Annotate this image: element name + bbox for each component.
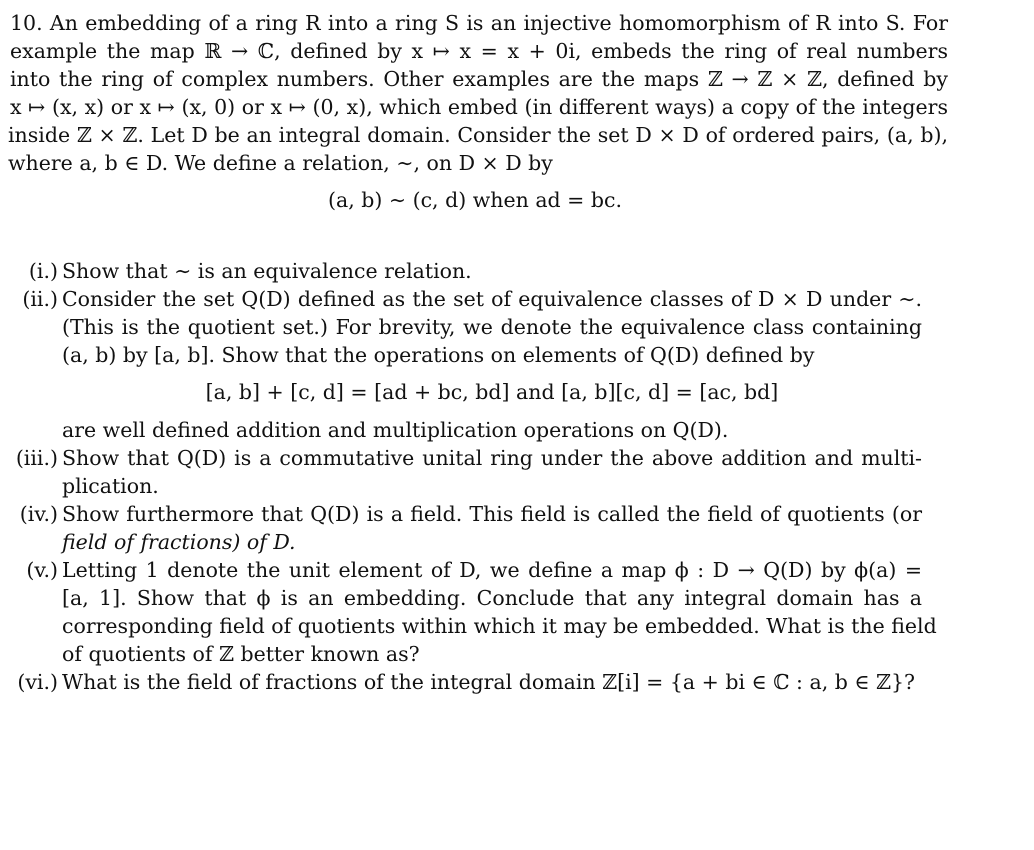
part-text: Consider the set Q(D) defined as the set of equivalence classes of D × D under ∼.	[62, 287, 922, 311]
part-text: What is the field of fractions of the integral domain ℤ[i] = {a + bi ∈ ℂ : a, b ∈ ℤ}?	[62, 670, 916, 694]
part-label: (i.)	[28, 259, 58, 283]
part-label: (vi.)	[17, 670, 58, 694]
part-text: Show that ∼ is an equivalence relation.	[62, 259, 472, 283]
problem-line: where a, b ∈ D. We define a relation, ∼, on D × D by	[8, 151, 553, 175]
problem-line: 10. An embedding of a ring R into a ring S is an injective homomorphism of R into S. For	[10, 11, 948, 35]
part-label: (iv.)	[19, 502, 58, 526]
problem-page: 10. An embedding of a ring R into a ring S is an injective homomorphism of R into S. For example the map ℝ → ℂ, defined by x ↦ x = x + 0i, embeds the ring of real numbers into the ring of complex numbers. Other examples are the maps ℤ → ℤ × ℤ, defined by x ↦ (x, x) or x ↦ (x, 0) or x ↦ (0, x), which embed (in different ways) a copy of the integers inside ℤ × ℤ. Let D be an integral domain. Consider the set D × D of ordered pairs, (a, b), where a, b ∈ D. We define a relation, ∼, on D × D by (a, b) ∼ (c, d) when ad = bc. (i.) Show that ∼ is an equivalence relation. (ii.) Consider the set Q(D) defined as the set of equivalence classes of D × D under ∼. (This is the quotient set.) For brevity, we denote the equivalence class containing (a, b) by [a, b]. Show that the operations on elements of Q(D) defined by [a, b] + [c, d] = [ad + bc, bd] and [a, b][c, d] = [ac, bd] are well defined addition and multiplication operations on Q(D). (iii.) Show that Q(D) is a commutative unital ring under the above addition and multi- plication. (iv.) Show furthermore that Q(D) is a field. This field is called the field of quotients (or field of fractions) of D. (v.) Letting 1 denote the unit element of D, we define a map ϕ : D → Q(D) by ϕ(a) = [a, 1]. Show that ϕ is an embedding. Conclude that any integral domain has a corresponding field of quotients within which it may be embedded. What is the field of quotients of ℤ better known as? (vi.) What is the field of fractions of the integral domain ℤ[i] = {a + bi ∈ ℂ : a, b ∈ ℤ}?	[0, 0, 1034, 850]
operations-display: [a, b] + [c, d] = [ad + bc, bd] and [a, b][c, d] = [ac, bd]	[205, 380, 779, 404]
relation-display: (a, b) ∼ (c, d) when ad = bc.	[327, 188, 622, 212]
part-label: (ii.)	[22, 287, 58, 311]
problem-line: x ↦ (x, x) or x ↦ (x, 0) or x ↦ (0, x), which embed (in different ways) a copy of the integers	[10, 95, 948, 119]
problem-line: inside ℤ × ℤ. Let D be an integral domain. Consider the set D × D of ordered pairs, (a, b),	[8, 123, 948, 147]
part-label: (iii.)	[15, 446, 58, 470]
part-text: Show furthermore that Q(D) is a field. This field is called the field of quotients (or	[62, 502, 922, 526]
problem-line: into the ring of complex numbers. Other examples are the maps ℤ → ℤ × ℤ, defined by	[10, 67, 948, 91]
part-text: Show that Q(D) is a commutative unital ring under the above addition and multi-	[62, 446, 922, 470]
part-label: (v.)	[26, 558, 58, 582]
part-text: Letting 1 denote the unit element of D, we define a map ϕ : D → Q(D) by ϕ(a) =	[62, 558, 922, 582]
problem-line: example the map ℝ → ℂ, defined by x ↦ x = x + 0i, embeds the ring of real numbers	[10, 39, 948, 63]
